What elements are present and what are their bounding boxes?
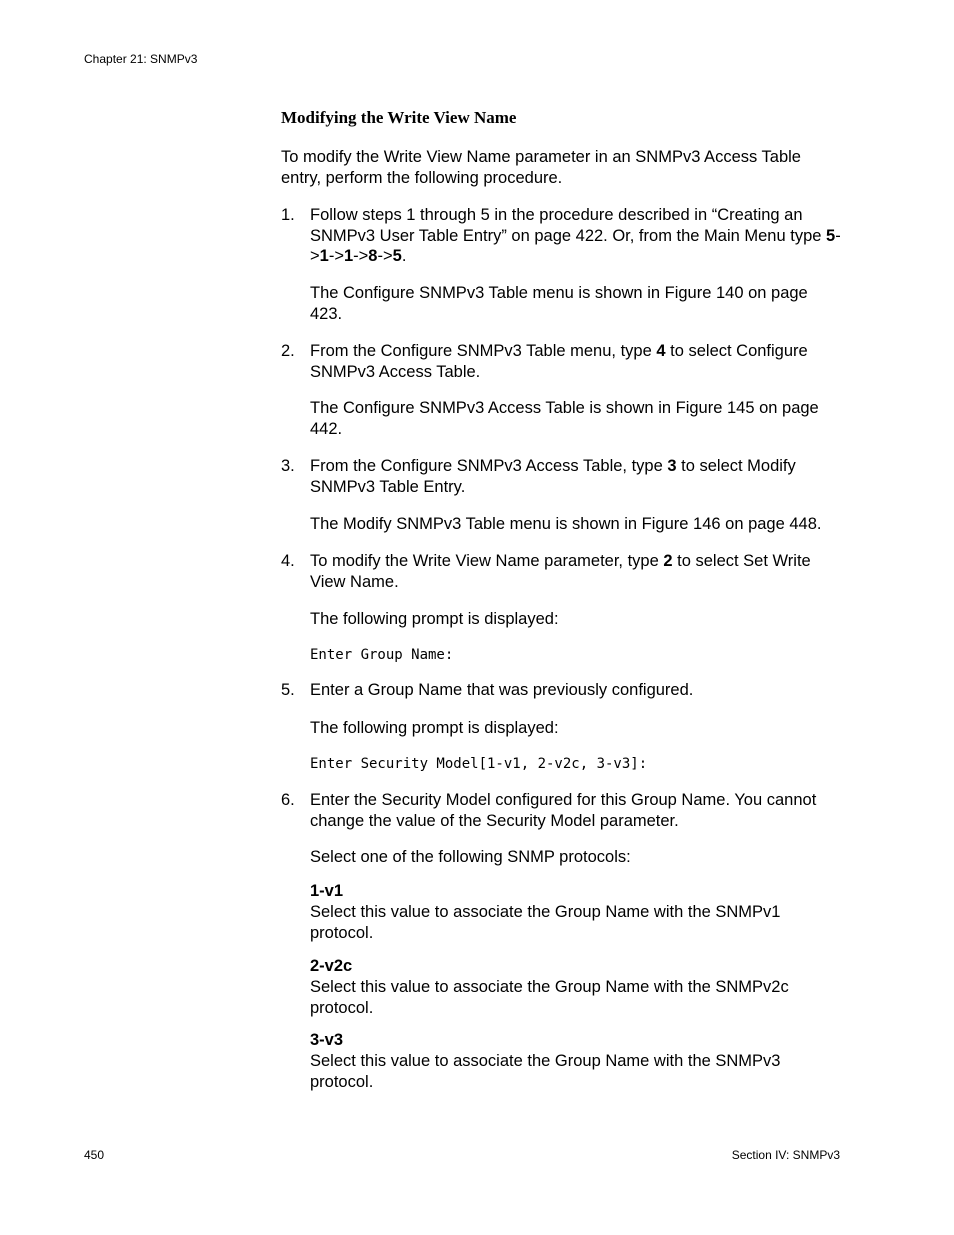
step-number: 2. <box>281 342 295 360</box>
prompt-code: Enter Security Model[1-v1, 2-v2c, 3-v3]: <box>310 756 648 772</box>
step-text: Follow steps 1 through 5 in the procedure described in “Creating an SNMPv3 User Table Entry” on page 422. Or, from the Main Menu type 5->1->1->8->5. <box>310 206 841 265</box>
running-footer: Section IV: SNMPv3 <box>731 1148 840 1162</box>
prompt-code: Enter Group Name: <box>310 647 454 663</box>
step-text: To modify the Write View Name parameter, type 2 to select Set Write View Name. <box>310 552 811 591</box>
step-number: 3. <box>281 457 295 475</box>
option-description: Select this value to associate the Group Name with the SNMPv2c protocol. <box>310 978 789 1017</box>
option-name: 1-v1 <box>310 882 344 900</box>
step-number: 4. <box>281 552 295 570</box>
step-text: Enter the Security Model configured for this Group Name. You cannot change the value of the Security Model parameter. <box>310 791 817 830</box>
step-note: The Configure SNMPv3 Table menu is shown in Figure 140 on page 423. <box>310 284 808 323</box>
running-header: Chapter 21: SNMPv3 <box>84 52 198 66</box>
step-number: 5. <box>281 681 295 699</box>
step-number: 1. <box>281 206 295 224</box>
step-note: The Modify SNMPv3 Table menu is shown in Figure 146 on page 448. <box>310 515 822 533</box>
intro-paragraph: To modify the Write View Name parameter in an SNMPv3 Access Table entry, perform the following procedure. <box>281 148 801 187</box>
step-text: From the Configure SNMPv3 Table menu, type 4 to select Configure SNMPv3 Access Table. <box>310 342 808 381</box>
option-name: 3-v3 <box>310 1031 344 1049</box>
step-note: The Configure SNMPv3 Access Table is shown in Figure 145 on page 442. <box>310 399 819 438</box>
step-note: Select one of the following SNMP protocols: <box>310 848 631 866</box>
step-text: Enter a Group Name that was previously configured. <box>310 681 694 699</box>
step-text: From the Configure SNMPv3 Access Table, type 3 to select Modify SNMPv3 Table Entry. <box>310 457 796 496</box>
page-number: 450 <box>84 1148 105 1162</box>
option-description: Select this value to associate the Group Name with the SNMPv1 protocol. <box>310 903 781 942</box>
step-note: The following prompt is displayed: <box>310 719 559 737</box>
option-description: Select this value to associate the Group Name with the SNMPv3 protocol. <box>310 1052 781 1091</box>
step-number: 6. <box>281 791 295 809</box>
section-title: Modifying the Write View Name <box>281 108 517 127</box>
step-note: The following prompt is displayed: <box>310 610 559 628</box>
option-name: 2-v2c <box>310 957 353 975</box>
